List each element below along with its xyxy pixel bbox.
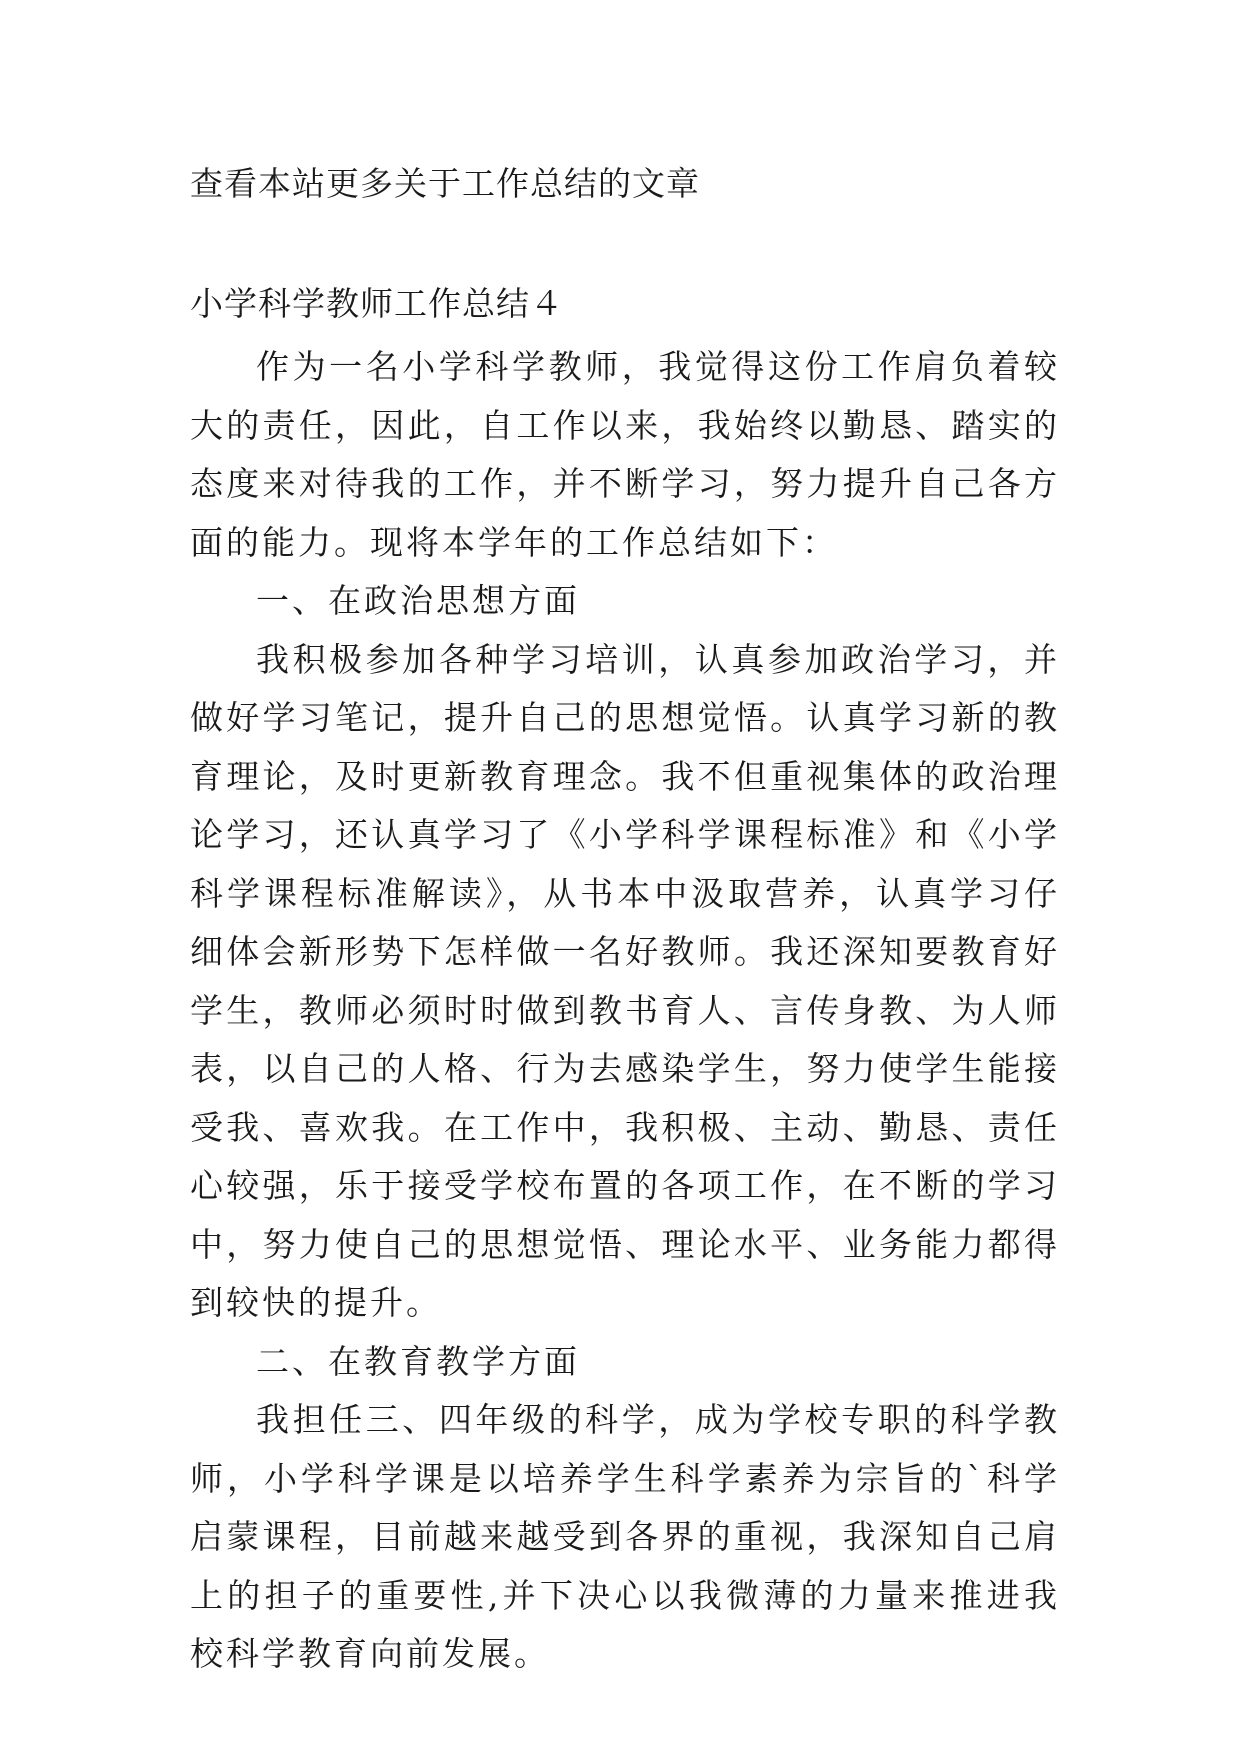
article-body — [190, 338, 1060, 1684]
paragraph-intro: 作为一名小学科学教师，我觉得这份工作肩负着较大的责任，因此，自工作以来，我始终以勤恳、踏实的态度来对待我的工作，并不断学习，努力提升自己各方面的能力。现将本学年的工作总结如下： — [190, 347, 1060, 562]
article-title: 小学科学教师工作总结４ — [190, 284, 564, 323]
paragraph-political: 我积极参加各种学习培训，认真参加政治学习，并做好学习笔记，提升自己的思想觉悟。认真学习新的教育理论，及时更新教育理念。我不但重视集体的政治理论学习，还认真学习了《小学科学课程标准》和《小学科学课程标准解读》，从书本中汲取营养，认真学习仔细体会新形势下怎样做一名好教师。我还深知要教育好学生，教师必须时时做到教书育人、言传身教、为人师表，以自己的人格、行为去感染学生，努力使学生能接受我、喜欢我。在工作中，我积极、主动、勤恳、责任心较强，乐于接受学校布置的各项工作，在不断的学习中，努力使自己的思想觉悟、理论水平、业务能力都得到较快的提升。 — [190, 639, 1060, 1322]
paragraph-teaching: 我担任三、四年级的科学，成为学校专职的科学教师，小学科学课是以培养学生科学素养为宗旨的`科学启蒙课程，目前越来越受到各界的重视，我深知自己肩上的担子的重要性,并下决心以我微薄的力量来推进我校科学教育向前发展。 — [190, 1400, 1060, 1673]
section-heading-political: 一、在政治思想方面 — [256, 581, 580, 620]
related-articles-link[interactable]: 查看本站更多关于工作总结的文章 — [190, 164, 700, 203]
section-heading-teaching: 二、在教育教学方面 — [256, 1341, 580, 1381]
